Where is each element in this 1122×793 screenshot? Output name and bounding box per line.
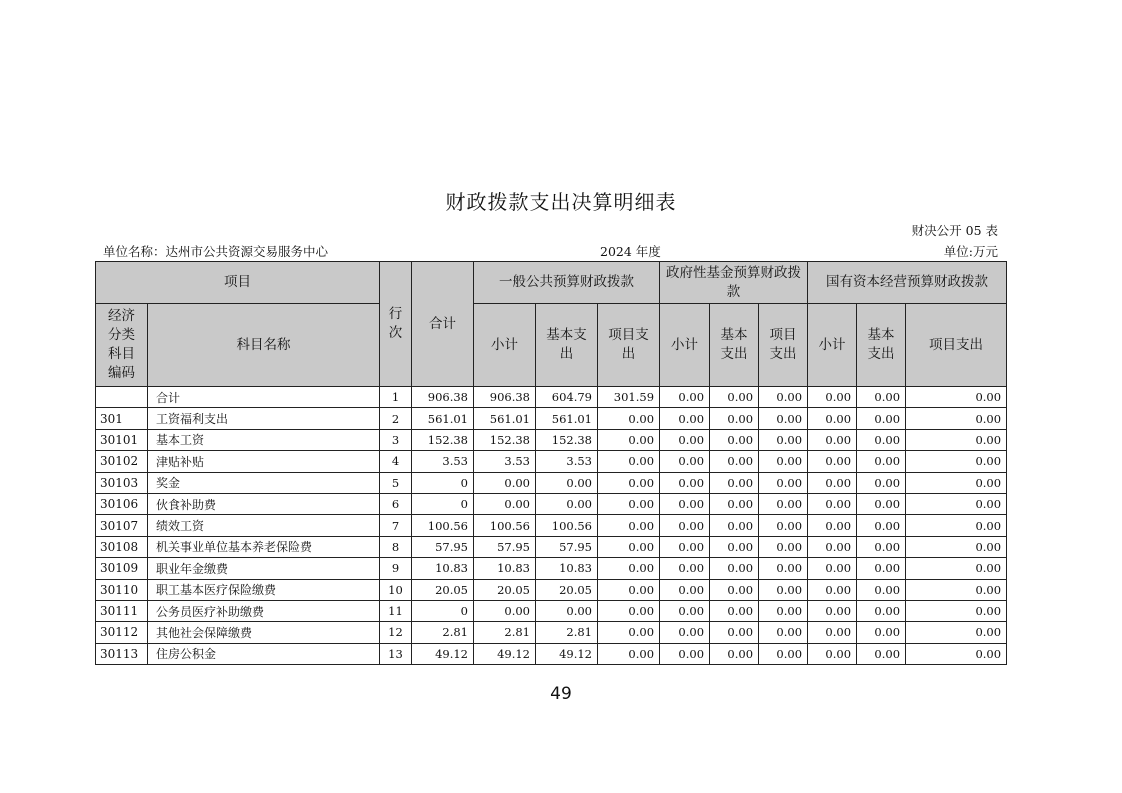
value-cell: 0.00 bbox=[759, 408, 808, 429]
value-cell: 0.00 bbox=[710, 622, 759, 643]
header-gb-subtotal: 小计 bbox=[474, 304, 536, 387]
value-cell: 0.00 bbox=[710, 493, 759, 514]
value-cell: 0.00 bbox=[660, 579, 710, 600]
value-cell: 0.00 bbox=[660, 429, 710, 450]
value-cell: 49.12 bbox=[474, 643, 536, 664]
subject-name: 津贴补贴 bbox=[148, 451, 380, 472]
value-cell: 0.00 bbox=[759, 493, 808, 514]
value-cell: 0.00 bbox=[710, 600, 759, 621]
value-cell: 0.00 bbox=[598, 579, 660, 600]
line-number: 6 bbox=[380, 493, 412, 514]
value-cell: 0.00 bbox=[598, 536, 660, 557]
value-cell: 152.38 bbox=[536, 429, 598, 450]
value-cell: 0.00 bbox=[710, 536, 759, 557]
value-cell: 301.59 bbox=[598, 387, 660, 408]
value-cell: 0.00 bbox=[598, 558, 660, 579]
value-cell: 0.00 bbox=[474, 600, 536, 621]
value-cell: 0.00 bbox=[660, 622, 710, 643]
line-number: 4 bbox=[380, 451, 412, 472]
value-cell: 0.00 bbox=[660, 472, 710, 493]
value-cell: 0.00 bbox=[808, 643, 857, 664]
value-cell: 0.00 bbox=[660, 387, 710, 408]
econ-code: 30102 bbox=[96, 451, 148, 472]
value-cell: 0.00 bbox=[660, 451, 710, 472]
value-cell: 0.00 bbox=[660, 600, 710, 621]
value-cell: 0.00 bbox=[906, 472, 1007, 493]
line-number: 10 bbox=[380, 579, 412, 600]
value-cell: 57.95 bbox=[536, 536, 598, 557]
currency-unit: 单位:万元 bbox=[943, 244, 998, 259]
value-cell: 0.00 bbox=[759, 622, 808, 643]
value-cell: 0.00 bbox=[808, 429, 857, 450]
value-cell: 0.00 bbox=[857, 536, 906, 557]
subject-name: 基本工资 bbox=[148, 429, 380, 450]
value-cell: 0.00 bbox=[857, 429, 906, 450]
value-cell: 0.00 bbox=[598, 472, 660, 493]
total-cell: 57.95 bbox=[412, 536, 474, 557]
total-cell: 2.81 bbox=[412, 622, 474, 643]
value-cell: 0.00 bbox=[598, 643, 660, 664]
table-row bbox=[96, 451, 1007, 472]
total-cell: 0 bbox=[412, 472, 474, 493]
value-cell: 0.00 bbox=[906, 387, 1007, 408]
subject-name: 工资福利支出 bbox=[148, 408, 380, 429]
value-cell: 0.00 bbox=[660, 515, 710, 536]
econ-code: 30109 bbox=[96, 558, 148, 579]
value-cell: 152.38 bbox=[474, 429, 536, 450]
subject-name: 职工基本医疗保险缴费 bbox=[148, 579, 380, 600]
total-cell: 10.83 bbox=[412, 558, 474, 579]
value-cell: 0.00 bbox=[808, 515, 857, 536]
value-cell: 0.00 bbox=[660, 643, 710, 664]
value-cell: 0.00 bbox=[759, 579, 808, 600]
value-cell: 0.00 bbox=[857, 579, 906, 600]
total-cell: 100.56 bbox=[412, 515, 474, 536]
header-gb-basic: 基本支出 bbox=[536, 304, 598, 387]
value-cell: 0.00 bbox=[759, 558, 808, 579]
value-cell: 0.00 bbox=[474, 493, 536, 514]
table-row bbox=[96, 536, 1007, 557]
header-gov-fund: 政府性基金预算财政拨款 bbox=[660, 262, 808, 304]
total-cell: 0 bbox=[412, 600, 474, 621]
value-cell: 0.00 bbox=[808, 536, 857, 557]
header-sc-project: 项目支出 bbox=[906, 304, 1007, 387]
value-cell: 0.00 bbox=[598, 600, 660, 621]
line-number: 1 bbox=[380, 387, 412, 408]
line-number: 12 bbox=[380, 622, 412, 643]
value-cell: 0.00 bbox=[857, 643, 906, 664]
econ-code: 30106 bbox=[96, 493, 148, 514]
value-cell: 10.83 bbox=[474, 558, 536, 579]
value-cell: 0.00 bbox=[598, 429, 660, 450]
header-state-capital: 国有资本经营预算财政拨款 bbox=[808, 262, 1007, 304]
value-cell: 0.00 bbox=[857, 515, 906, 536]
header-total: 合计 bbox=[412, 262, 474, 387]
value-cell: 0.00 bbox=[906, 408, 1007, 429]
value-cell: 0.00 bbox=[857, 493, 906, 514]
value-cell: 561.01 bbox=[536, 408, 598, 429]
value-cell: 0.00 bbox=[710, 387, 759, 408]
value-cell: 0.00 bbox=[759, 643, 808, 664]
value-cell: 3.53 bbox=[536, 451, 598, 472]
line-number: 11 bbox=[380, 600, 412, 621]
value-cell: 0.00 bbox=[710, 472, 759, 493]
value-cell: 100.56 bbox=[536, 515, 598, 536]
header-gb-project: 项目支出 bbox=[598, 304, 660, 387]
value-cell: 0.00 bbox=[536, 493, 598, 514]
value-cell: 0.00 bbox=[808, 558, 857, 579]
line-number: 2 bbox=[380, 408, 412, 429]
value-cell: 0.00 bbox=[808, 622, 857, 643]
table-row bbox=[96, 515, 1007, 536]
table-row bbox=[96, 600, 1007, 621]
value-cell: 0.00 bbox=[808, 579, 857, 600]
value-cell: 49.12 bbox=[536, 643, 598, 664]
header-item: 项目 bbox=[96, 262, 380, 304]
value-cell: 0.00 bbox=[808, 493, 857, 514]
page-title: 财政拨款支出决算明细表 bbox=[445, 190, 677, 214]
value-cell: 906.38 bbox=[474, 387, 536, 408]
value-cell: 2.81 bbox=[536, 622, 598, 643]
total-cell: 3.53 bbox=[412, 451, 474, 472]
value-cell: 10.83 bbox=[536, 558, 598, 579]
table-row bbox=[96, 643, 1007, 664]
value-cell: 0.00 bbox=[598, 451, 660, 472]
header-general-budget: 一般公共预算财政拨款 bbox=[474, 262, 660, 304]
line-number: 8 bbox=[380, 536, 412, 557]
total-cell: 20.05 bbox=[412, 579, 474, 600]
subject-name: 机关事业单位基本养老保险费 bbox=[148, 536, 380, 557]
subject-name: 公务员医疗补助缴费 bbox=[148, 600, 380, 621]
form-number: 财决公开 05 表 bbox=[911, 223, 998, 238]
econ-code: 30112 bbox=[96, 622, 148, 643]
value-cell: 0.00 bbox=[660, 536, 710, 557]
value-cell: 0.00 bbox=[906, 600, 1007, 621]
value-cell: 0.00 bbox=[710, 558, 759, 579]
value-cell: 0.00 bbox=[759, 515, 808, 536]
subject-name: 合计 bbox=[148, 387, 380, 408]
total-cell: 152.38 bbox=[412, 429, 474, 450]
header-subject-name: 科目名称 bbox=[148, 304, 380, 387]
line-number: 13 bbox=[380, 643, 412, 664]
value-cell: 0.00 bbox=[857, 408, 906, 429]
value-cell: 0.00 bbox=[759, 472, 808, 493]
value-cell: 0.00 bbox=[906, 643, 1007, 664]
subject-name: 住房公积金 bbox=[148, 643, 380, 664]
value-cell: 0.00 bbox=[710, 451, 759, 472]
value-cell: 604.79 bbox=[536, 387, 598, 408]
value-cell: 0.00 bbox=[906, 536, 1007, 557]
value-cell: 0.00 bbox=[857, 387, 906, 408]
value-cell: 0.00 bbox=[710, 429, 759, 450]
line-number: 5 bbox=[380, 472, 412, 493]
value-cell: 0.00 bbox=[474, 472, 536, 493]
econ-code: 30107 bbox=[96, 515, 148, 536]
line-number: 9 bbox=[380, 558, 412, 579]
econ-code: 30103 bbox=[96, 472, 148, 493]
subject-name: 其他社会保障缴费 bbox=[148, 622, 380, 643]
table-row bbox=[96, 579, 1007, 600]
value-cell: 0.00 bbox=[906, 579, 1007, 600]
subject-name: 奖金 bbox=[148, 472, 380, 493]
subject-name: 职业年金缴费 bbox=[148, 558, 380, 579]
value-cell: 0.00 bbox=[857, 472, 906, 493]
value-cell: 20.05 bbox=[474, 579, 536, 600]
value-cell: 0.00 bbox=[808, 387, 857, 408]
header-gf-subtotal: 小计 bbox=[660, 304, 710, 387]
value-cell: 0.00 bbox=[710, 643, 759, 664]
total-cell: 0 bbox=[412, 493, 474, 514]
unit-name: 单位名称：达州市公共资源交易服务中心 bbox=[103, 244, 329, 259]
econ-code: 30110 bbox=[96, 579, 148, 600]
table-row bbox=[96, 622, 1007, 643]
value-cell: 0.00 bbox=[808, 408, 857, 429]
value-cell: 20.05 bbox=[536, 579, 598, 600]
value-cell: 0.00 bbox=[598, 493, 660, 514]
value-cell: 0.00 bbox=[857, 600, 906, 621]
page-number: 49 bbox=[550, 684, 572, 704]
value-cell: 0.00 bbox=[808, 600, 857, 621]
header-gf-basic: 基本支出 bbox=[710, 304, 759, 387]
value-cell: 0.00 bbox=[906, 622, 1007, 643]
total-cell: 906.38 bbox=[412, 387, 474, 408]
value-cell: 0.00 bbox=[759, 387, 808, 408]
table-row bbox=[96, 408, 1007, 429]
econ-code: 30108 bbox=[96, 536, 148, 557]
header-sc-basic: 基本支出 bbox=[857, 304, 906, 387]
econ-code: 301 bbox=[96, 408, 148, 429]
value-cell: 0.00 bbox=[598, 408, 660, 429]
econ-code bbox=[96, 387, 148, 408]
value-cell: 0.00 bbox=[906, 429, 1007, 450]
value-cell: 0.00 bbox=[857, 622, 906, 643]
value-cell: 3.53 bbox=[474, 451, 536, 472]
value-cell: 561.01 bbox=[474, 408, 536, 429]
value-cell: 0.00 bbox=[660, 408, 710, 429]
value-cell: 0.00 bbox=[710, 579, 759, 600]
value-cell: 0.00 bbox=[759, 536, 808, 557]
line-number: 7 bbox=[380, 515, 412, 536]
value-cell: 0.00 bbox=[710, 515, 759, 536]
value-cell: 0.00 bbox=[710, 408, 759, 429]
table-row bbox=[96, 493, 1007, 514]
econ-code: 30101 bbox=[96, 429, 148, 450]
table-row bbox=[96, 429, 1007, 450]
value-cell: 0.00 bbox=[660, 558, 710, 579]
fiscal-year: 2024 年度 bbox=[600, 244, 661, 259]
value-cell: 0.00 bbox=[598, 515, 660, 536]
value-cell: 0.00 bbox=[857, 558, 906, 579]
value-cell: 57.95 bbox=[474, 536, 536, 557]
value-cell: 0.00 bbox=[857, 451, 906, 472]
header-line: 行次 bbox=[380, 262, 412, 387]
expenditure-table bbox=[95, 261, 1007, 665]
line-number: 3 bbox=[380, 429, 412, 450]
value-cell: 2.81 bbox=[474, 622, 536, 643]
header-econ-code: 经济分类科目编码 bbox=[96, 304, 148, 387]
value-cell: 0.00 bbox=[598, 622, 660, 643]
econ-code: 30111 bbox=[96, 600, 148, 621]
total-cell: 561.01 bbox=[412, 408, 474, 429]
value-cell: 100.56 bbox=[474, 515, 536, 536]
value-cell: 0.00 bbox=[759, 429, 808, 450]
value-cell: 0.00 bbox=[808, 472, 857, 493]
value-cell: 0.00 bbox=[759, 451, 808, 472]
header-sc-subtotal: 小计 bbox=[808, 304, 857, 387]
value-cell: 0.00 bbox=[906, 515, 1007, 536]
table-row bbox=[96, 472, 1007, 493]
value-cell: 0.00 bbox=[906, 451, 1007, 472]
value-cell: 0.00 bbox=[906, 493, 1007, 514]
econ-code: 30113 bbox=[96, 643, 148, 664]
total-cell: 49.12 bbox=[412, 643, 474, 664]
value-cell: 0.00 bbox=[536, 600, 598, 621]
table-row bbox=[96, 387, 1007, 408]
subject-name: 伙食补助费 bbox=[148, 493, 380, 514]
table-row bbox=[96, 558, 1007, 579]
header-gf-project: 项目支出 bbox=[759, 304, 808, 387]
value-cell: 0.00 bbox=[906, 558, 1007, 579]
value-cell: 0.00 bbox=[759, 600, 808, 621]
value-cell: 0.00 bbox=[808, 451, 857, 472]
value-cell: 0.00 bbox=[536, 472, 598, 493]
subject-name: 绩效工资 bbox=[148, 515, 380, 536]
value-cell: 0.00 bbox=[660, 493, 710, 514]
